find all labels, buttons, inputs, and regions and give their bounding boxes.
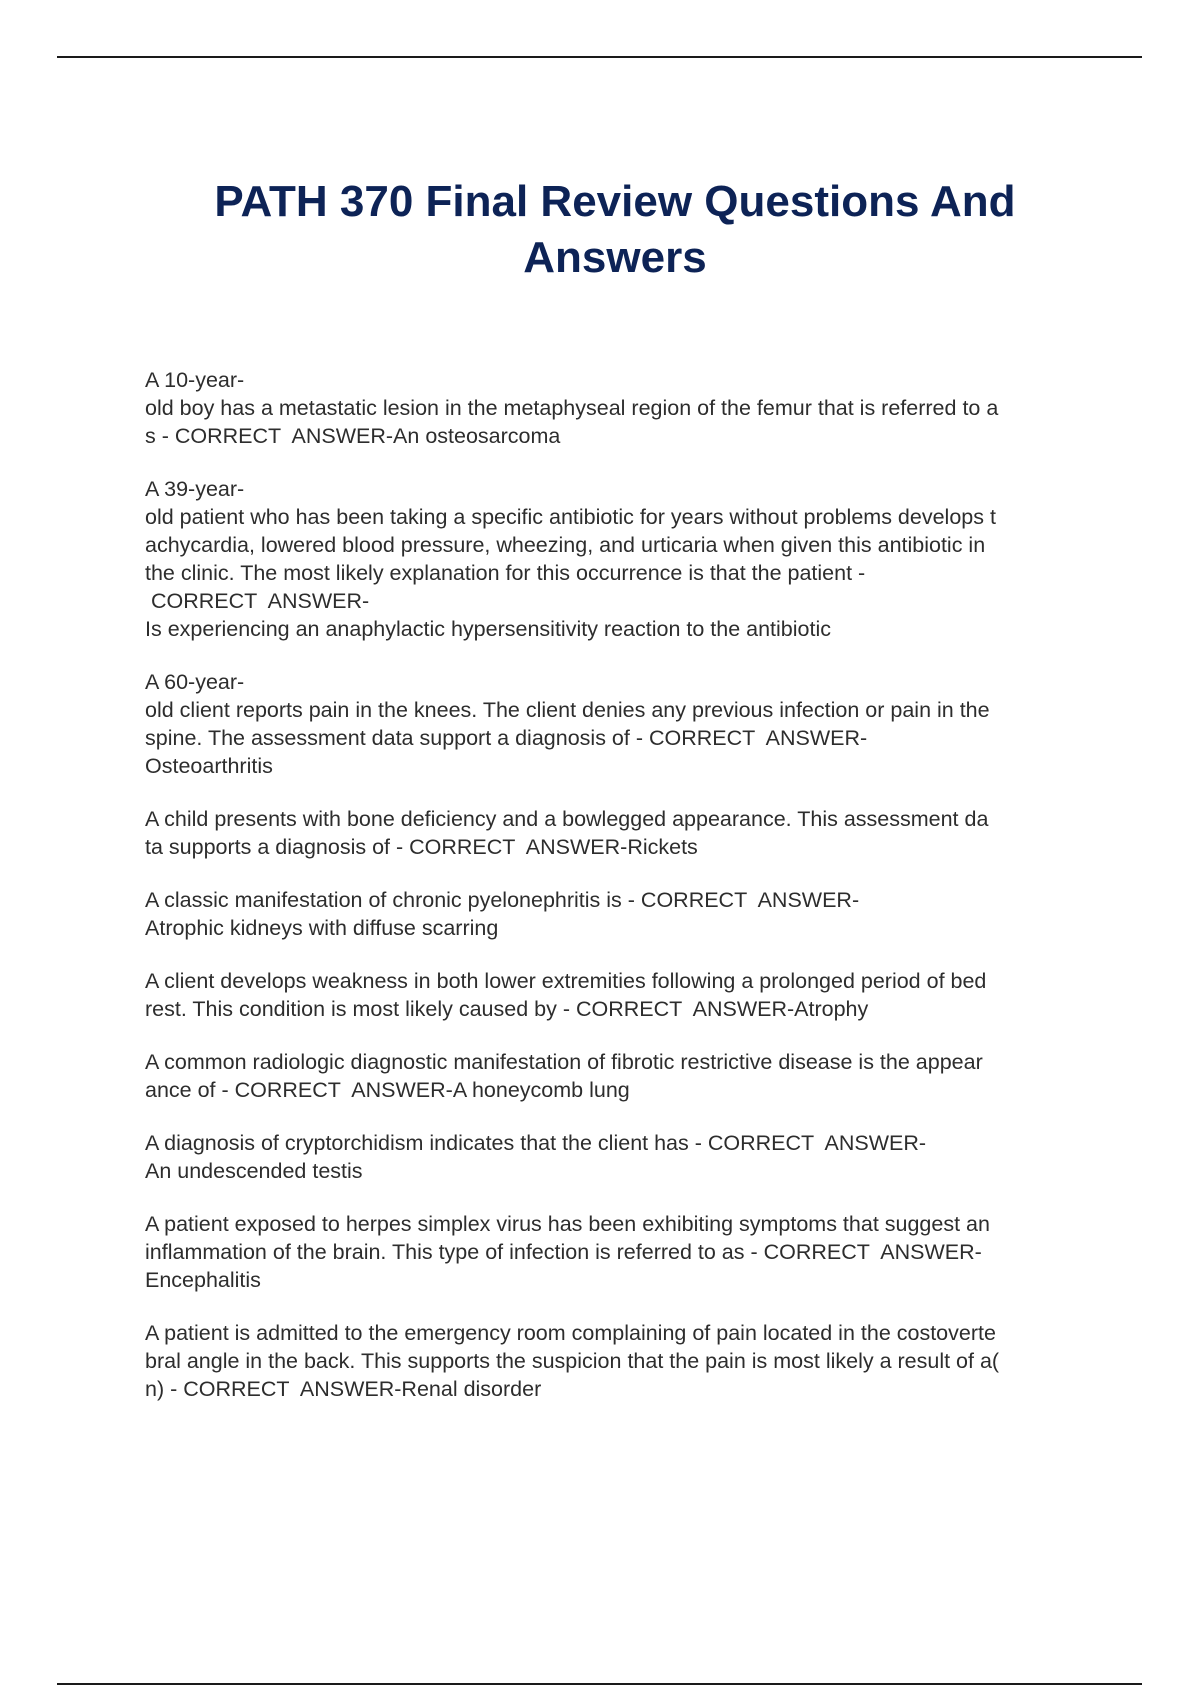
qa-text-line: ta supports a diagnosis of - CORRECT ANSWER-Rickets bbox=[145, 835, 698, 859]
qa-item bbox=[145, 1129, 1090, 1185]
qa-text-line: achycardia, lowered blood pressure, wheezing, and urticaria when given this antibiotic in bbox=[145, 533, 986, 557]
qa-item bbox=[145, 366, 1090, 450]
qa-item bbox=[145, 1048, 1090, 1104]
qa-text-line: inflammation of the brain. This type of infection is referred to as - CORRECT ANSWER- bbox=[145, 1240, 982, 1264]
qa-text-line: rest. This condition is most likely caused by - CORRECT ANSWER-Atrophy bbox=[145, 997, 869, 1021]
qa-text-line: An undescended testis bbox=[145, 1159, 363, 1183]
qa-text-line: A client develops weakness in both lower extremities following a prolonged period of bed bbox=[145, 969, 987, 993]
qa-item bbox=[145, 967, 1090, 1023]
qa-item bbox=[145, 1210, 1090, 1294]
qa-text-line: n) - CORRECT ANSWER-Renal disorder bbox=[145, 1377, 542, 1401]
qa-item bbox=[145, 1319, 1090, 1403]
qa-list bbox=[145, 366, 1090, 1428]
qa-item bbox=[145, 886, 1090, 942]
qa-text-line: old patient who has been taking a specific antibiotic for years without problems develops t bbox=[145, 505, 996, 529]
footer-rule bbox=[57, 1683, 1142, 1685]
qa-text-line: A 39-year- bbox=[145, 477, 245, 501]
qa-text-line: Osteoarthritis bbox=[145, 754, 273, 778]
qa-item bbox=[145, 668, 1090, 780]
qa-text-line: old boy has a metastatic lesion in the metaphyseal region of the femur that is referred to a bbox=[145, 396, 999, 420]
qa-text-line: CORRECT ANSWER- bbox=[145, 589, 370, 613]
qa-text-line: spine. The assessment data support a diagnosis of - CORRECT ANSWER- bbox=[145, 726, 868, 750]
qa-text-line: A common radiologic diagnostic manifestation of fibrotic restrictive disease is the appear bbox=[145, 1050, 983, 1074]
header-rule bbox=[57, 56, 1142, 58]
qa-text-line: ance of - CORRECT ANSWER-A honeycomb lung bbox=[145, 1078, 630, 1102]
qa-text-line: A patient exposed to herpes simplex virus has been exhibiting symptoms that suggest an bbox=[145, 1212, 990, 1236]
qa-text-line: A 60-year- bbox=[145, 670, 245, 694]
qa-text-line: Is experiencing an anaphylactic hypersensitivity reaction to the antibiotic bbox=[145, 617, 831, 641]
qa-item bbox=[145, 475, 1090, 643]
qa-text-line: A patient is admitted to the emergency room complaining of pain located in the costoverte bbox=[145, 1321, 996, 1345]
qa-text-line: A diagnosis of cryptorchidism indicates that the client has - CORRECT ANSWER- bbox=[145, 1131, 927, 1155]
qa-text-line: Encephalitis bbox=[145, 1268, 261, 1292]
qa-text-line: Atrophic kidneys with diffuse scarring bbox=[145, 916, 499, 940]
qa-text-line: old client reports pain in the knees. The client denies any previous infection or pain in the bbox=[145, 698, 990, 722]
qa-text-line: A child presents with bone deficiency and a bowlegged appearance. This assessment da bbox=[145, 807, 989, 831]
qa-text-line: A classic manifestation of chronic pyelonephritis is - CORRECT ANSWER- bbox=[145, 888, 860, 912]
qa-text-line: the clinic. The most likely explanation for this occurrence is that the patient - bbox=[145, 561, 866, 585]
document-title: PATH 370 Final Review Questions And Answers bbox=[214, 177, 1016, 282]
qa-item bbox=[145, 805, 1090, 861]
qa-text-line: A 10-year- bbox=[145, 368, 245, 392]
qa-text-line: bral angle in the back. This supports the suspicion that the pain is most likely a result of a( bbox=[145, 1349, 1000, 1373]
qa-text-line: s - CORRECT ANSWER-An osteosarcoma bbox=[145, 424, 561, 448]
